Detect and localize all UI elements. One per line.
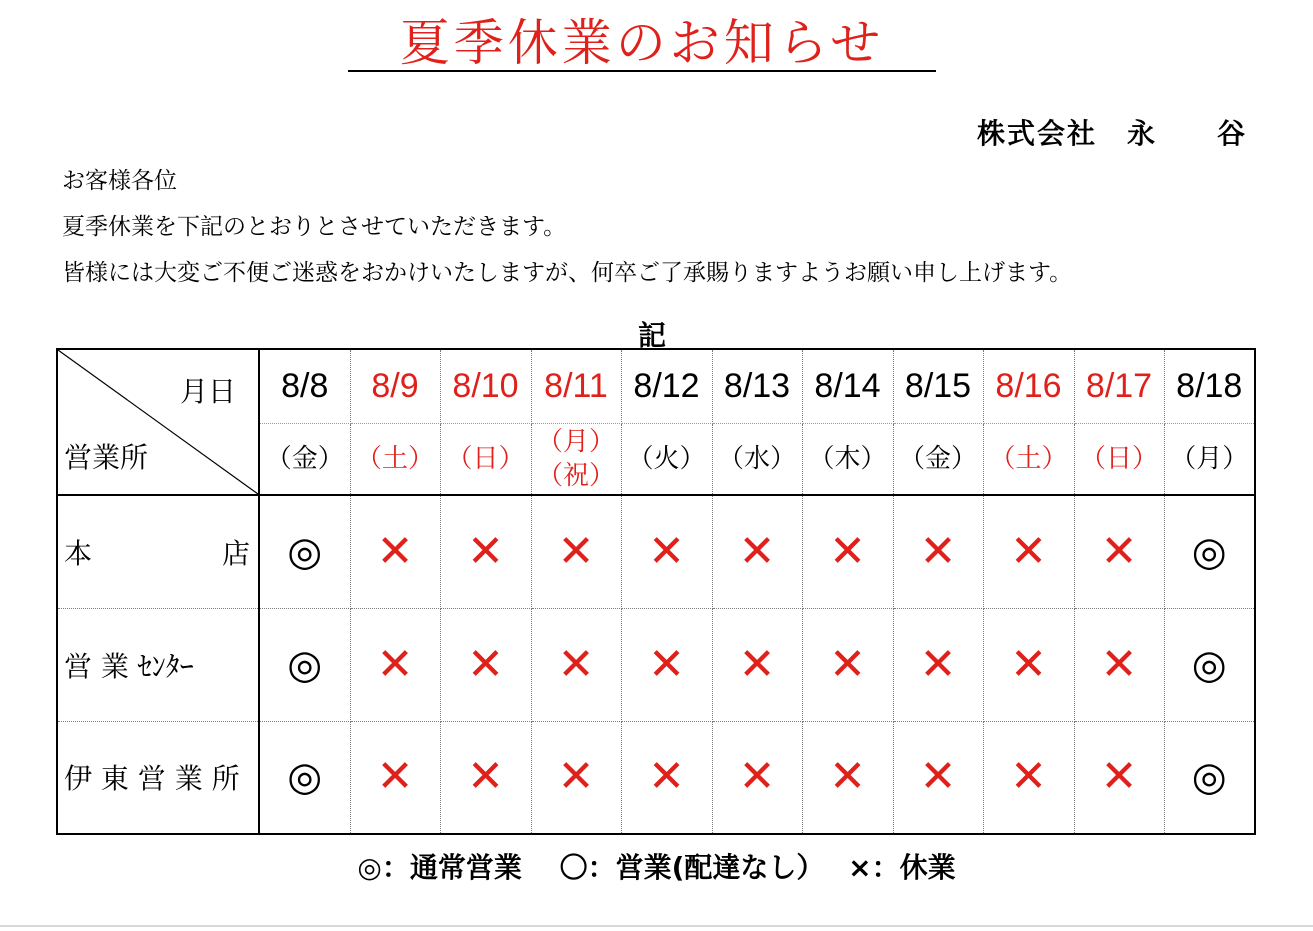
location-row xyxy=(57,608,1255,721)
closed-mark-icon: ✕ xyxy=(919,638,957,690)
status-cell xyxy=(1074,495,1164,608)
status-cell xyxy=(621,495,712,608)
weekday-label: （日） xyxy=(446,443,525,474)
status-cell xyxy=(440,721,531,834)
status-cell xyxy=(802,495,893,608)
status-cell xyxy=(259,721,350,834)
closed-mark-icon: ✕ xyxy=(557,638,595,690)
date-cell: 8/15 xyxy=(893,349,983,423)
weekday-label: （水） xyxy=(717,443,796,474)
location-name-text: 伊 東 営 業 所 xyxy=(64,762,240,796)
closed-mark-icon: ✕ xyxy=(919,525,957,577)
date-cell: 8/10 xyxy=(440,349,531,423)
location-name-part: 本 xyxy=(64,536,93,570)
open-mark-icon: ◎ xyxy=(1191,754,1227,801)
closed-mark-icon: ✕ xyxy=(1010,525,1047,577)
status-cell xyxy=(1074,721,1164,834)
location-name xyxy=(57,721,259,834)
location-name xyxy=(57,608,259,721)
location-name-text: 営 業 ｾﾝﾀｰ xyxy=(64,649,194,683)
status-cell xyxy=(983,495,1074,608)
closed-mark-icon: ✕ xyxy=(738,751,776,803)
weekday-label: （火） xyxy=(627,443,706,474)
closed-mark-icon: ✕ xyxy=(648,638,685,690)
status-cell xyxy=(531,721,621,834)
location-row xyxy=(57,495,1255,608)
closed-mark-icon: ✕ xyxy=(467,638,504,690)
status-cell xyxy=(621,721,712,834)
closed-mark-icon: ✕ xyxy=(1100,638,1138,690)
weekday-cell xyxy=(1074,423,1164,495)
status-cell xyxy=(983,721,1074,834)
weekday-cell xyxy=(1164,423,1255,495)
date-cell: 8/12 xyxy=(621,349,712,423)
closed-mark-icon: ✕ xyxy=(829,525,866,577)
weekday-label: （木） xyxy=(808,443,887,474)
closed-mark-icon: ✕ xyxy=(1010,638,1047,690)
status-cell xyxy=(1164,495,1255,608)
location-name xyxy=(57,495,259,608)
weekday-label: （日） xyxy=(1079,443,1158,474)
weekday-cell xyxy=(712,423,802,495)
closed-mark-icon: ✕ xyxy=(467,525,504,577)
status-cell xyxy=(440,608,531,721)
legend: ◎：通常営業 〇：営業(配達なし） ×：休業 xyxy=(357,851,956,884)
status-cell xyxy=(350,721,440,834)
date-cell: 8/18 xyxy=(1164,349,1255,423)
date-cell: 8/13 xyxy=(712,349,802,423)
status-cell xyxy=(893,608,983,721)
closed-mark-icon: ✕ xyxy=(376,751,414,803)
date-cell: 8/11 xyxy=(531,349,621,423)
status-cell xyxy=(712,495,802,608)
status-cell xyxy=(802,608,893,721)
date-cell: 8/9 xyxy=(350,349,440,423)
status-cell xyxy=(893,495,983,608)
weekday-cell xyxy=(259,423,350,495)
bottom-rule xyxy=(0,925,1313,927)
open-mark-icon: ◎ xyxy=(1191,641,1227,688)
location-name-part: 店 xyxy=(221,536,250,570)
weekday-label: （金） xyxy=(265,443,344,474)
greeting: お客様各位 xyxy=(62,168,177,194)
weekday-cell xyxy=(802,423,893,495)
weekday-label: （土） xyxy=(989,443,1068,474)
weekday-label: （金） xyxy=(898,443,977,474)
weekday-label: （土） xyxy=(355,443,434,474)
page-title: 夏季休業のお知らせ xyxy=(348,14,936,72)
body-line-1: 夏季休業を下記のとおりとさせていただきます。 xyxy=(62,214,567,240)
schedule-table xyxy=(56,348,1256,835)
corner-location-label: 営業所 xyxy=(64,441,149,474)
closed-mark-icon: ✕ xyxy=(557,525,595,577)
closed-mark-icon: ✕ xyxy=(467,751,504,803)
status-cell xyxy=(440,495,531,608)
closed-mark-icon: ✕ xyxy=(738,638,776,690)
weekday-cell xyxy=(893,423,983,495)
closed-mark-icon: ✕ xyxy=(738,525,776,577)
company-name: 株式会社 永 谷 xyxy=(976,117,1247,150)
status-cell xyxy=(983,608,1074,721)
status-cell xyxy=(350,608,440,721)
status-cell xyxy=(802,721,893,834)
weekday-cell xyxy=(531,423,621,495)
closed-mark-icon: ✕ xyxy=(1100,525,1138,577)
status-cell xyxy=(259,608,350,721)
holiday-label: （祝） xyxy=(536,460,615,491)
corner-date-label: 月日 xyxy=(179,375,236,408)
closed-mark-icon: ✕ xyxy=(648,751,685,803)
closed-mark-icon: ✕ xyxy=(919,751,957,803)
closed-mark-icon: ✕ xyxy=(376,638,414,690)
location-row xyxy=(57,721,1255,834)
open-mark-icon: ◎ xyxy=(287,754,323,801)
date-row xyxy=(57,349,1255,423)
weekday-label: （月） xyxy=(1170,443,1249,474)
open-mark-icon: ◎ xyxy=(287,641,323,688)
open-mark-icon: ◎ xyxy=(1191,528,1227,575)
status-cell xyxy=(1164,608,1255,721)
closed-mark-icon: ✕ xyxy=(648,525,685,577)
date-cell: 8/17 xyxy=(1074,349,1164,423)
closed-mark-icon: ✕ xyxy=(1010,751,1047,803)
status-cell xyxy=(350,495,440,608)
corner-header xyxy=(57,349,259,495)
weekday-cell xyxy=(350,423,440,495)
closed-mark-icon: ✕ xyxy=(1100,751,1138,803)
weekday-cell xyxy=(440,423,531,495)
status-cell xyxy=(531,608,621,721)
status-cell xyxy=(712,721,802,834)
status-cell xyxy=(1074,608,1164,721)
body-line-2: 皆様には大変ご不便ご迷惑をおかけいたしますが、何卒ご了承賜りますようお願い申し上げます。 xyxy=(62,260,1073,286)
status-cell xyxy=(1164,721,1255,834)
weekday-label: （月） xyxy=(536,426,615,457)
status-cell xyxy=(259,495,350,608)
closed-mark-icon: ✕ xyxy=(829,751,866,803)
date-cell: 8/14 xyxy=(802,349,893,423)
status-cell xyxy=(712,608,802,721)
closed-mark-icon: ✕ xyxy=(557,751,595,803)
status-cell xyxy=(893,721,983,834)
status-cell xyxy=(621,608,712,721)
date-cell: 8/8 xyxy=(259,349,350,423)
weekday-cell xyxy=(621,423,712,495)
ki-heading: 記 xyxy=(638,319,667,352)
open-mark-icon: ◎ xyxy=(287,528,323,575)
closed-mark-icon: ✕ xyxy=(829,638,866,690)
date-cell: 8/16 xyxy=(983,349,1074,423)
status-cell xyxy=(531,495,621,608)
closed-mark-icon: ✕ xyxy=(376,525,414,577)
weekday-cell xyxy=(983,423,1074,495)
